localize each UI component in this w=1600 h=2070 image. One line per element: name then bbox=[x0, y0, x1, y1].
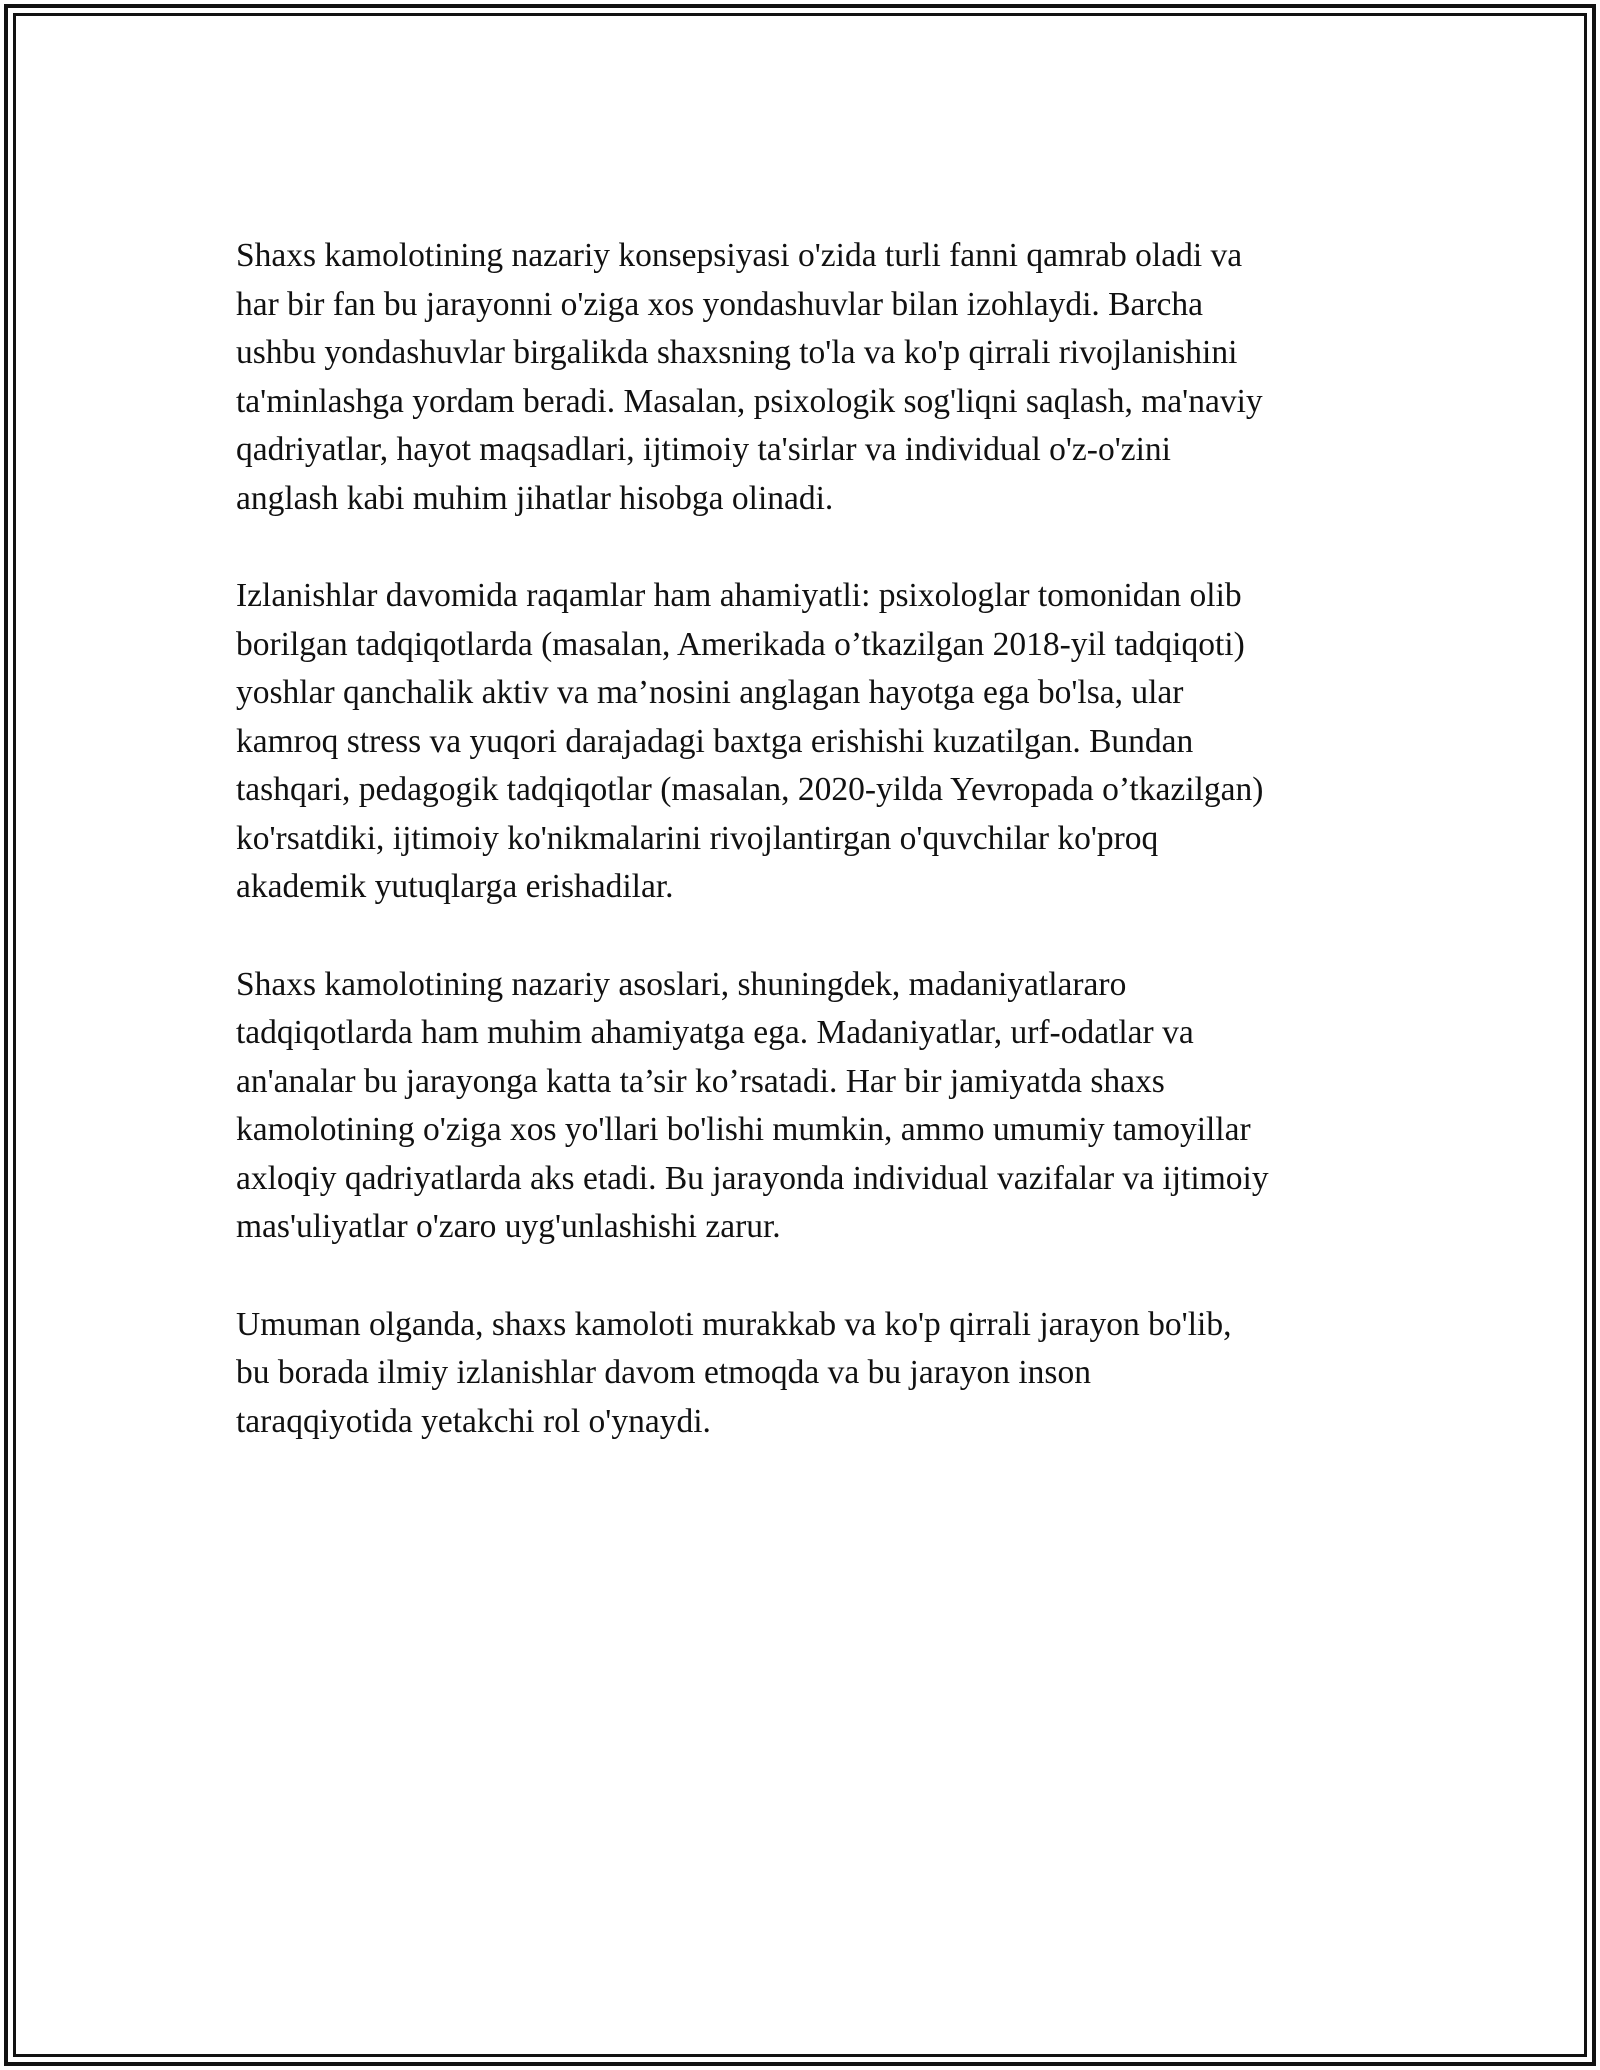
paragraph-4: Umuman olganda, shaxs kamoloti murakkab va ko'p qirrali jarayon bo'lib, bu borada ilmiy izlanishlar davom etmoqda va bu jarayon inson taraqqiyotida yetakchi rol o'ynaydi. bbox=[236, 1305, 1232, 1440]
paragraph-2: Izlanishlar davomida raqamlar ham ahamiyatli: psixologlar tomonidan olib borilgan tadqiqotlarda (masalan, Amerikada o’tkazilgan 2018-yil tadqiqoti) yoshlar qanchalik aktiv va ma’nosini anglagan hayotga ega bo'lsa, ular kamroq stress va yuqori darajadagi baxtga erishishi kuzatilgan. Bundan tashqari, pedagogik tadqiqotlar (masalan, 2020-yilda Yevropada o’tkazilgan) ko'rsatdiki, ijtimoiy ko'nikmalarini rivojlantirgan o'quvchilar ko'proq akademik yutuqlarga erishadilar. bbox=[236, 577, 1264, 905]
document-body bbox=[236, 232, 1376, 1495]
paragraph-1: Shaxs kamolotining nazariy konsepsiyasi o'zida turli fanni qamrab oladi va har bir fan bu jarayonni o'ziga xos yondashuvlar bilan izohlaydi. Barcha ushbu yondashuvlar birgalikda shaxsning to'la va ko'p qirrali rivojlanishini ta'minlashga yordam beradi. Masalan, psixologik sog'liqni saqlash, ma'naviy qadriyatlar, hayot maqsadlari, ijtimoiy ta'sirlar va individual o'z-o'zini anglash kabi muhim jihatlar hisobga olinadi. bbox=[236, 237, 1263, 517]
paragraph-3: Shaxs kamolotining nazariy asoslari, shuningdek, madaniyatlararo tadqiqotlarda ham muhim ahamiyatga ega. Madaniyatlar, urf-odatlar va an'analar bu jarayonga katta ta’sir ko’rsatadi. Har bir jamiyatda shaxs kamolotining o'ziga xos yo'llari bo'lishi mumkin, ammo umumiy tamoyillar axloqiy qadriyatlarda aks etadi. Bu jarayonda individual vazifalar va ijtimoiy mas'uliyatlar o'zaro uyg'unlashishi zarur. bbox=[236, 965, 1269, 1245]
